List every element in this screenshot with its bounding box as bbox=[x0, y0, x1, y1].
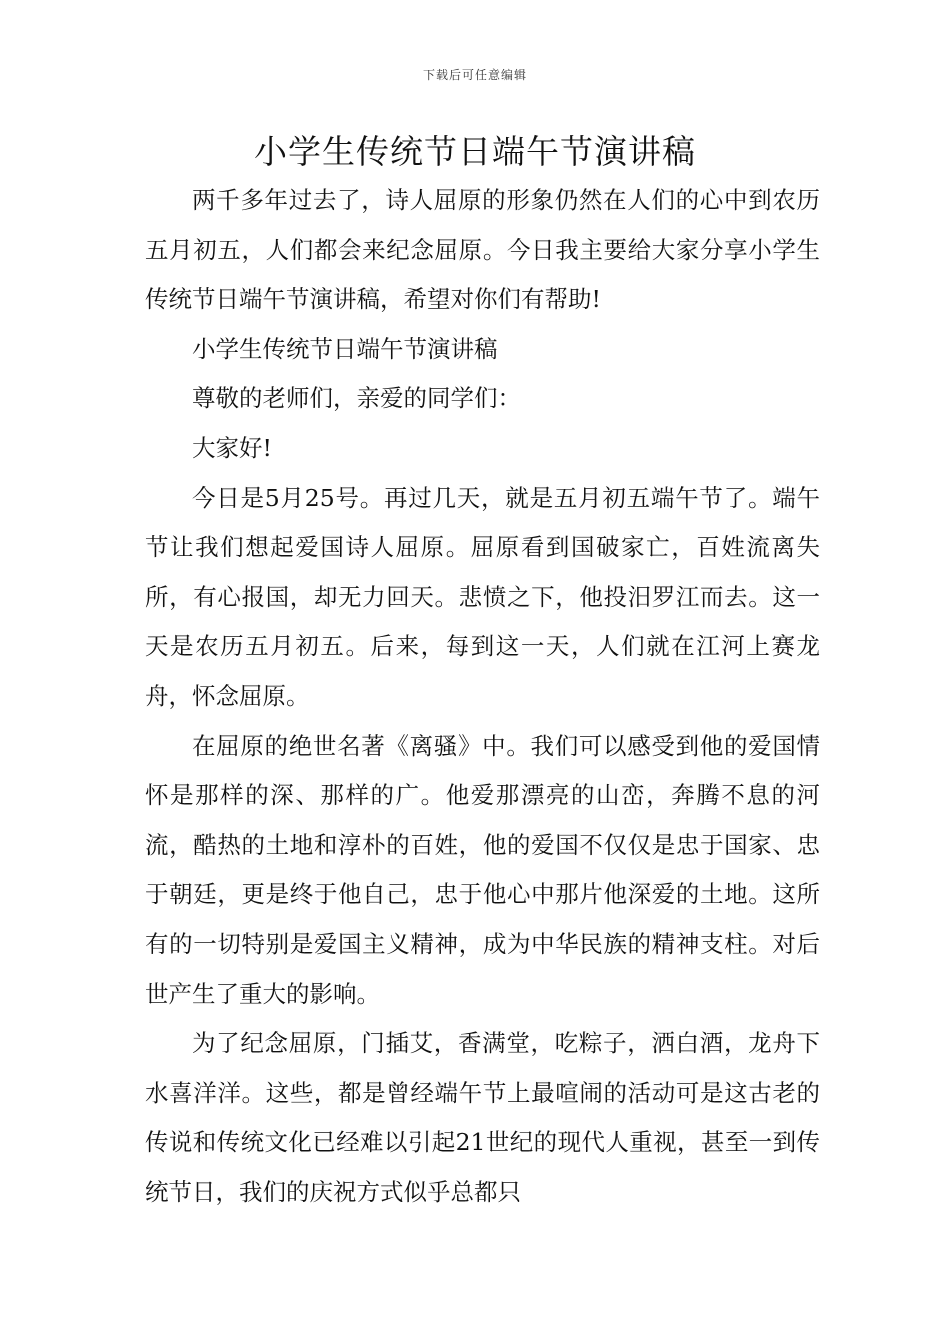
paragraph-greeting: 大家好! bbox=[192, 433, 272, 462]
header-note: 下载后可任意编辑 bbox=[422, 68, 527, 82]
paragraph-intro: 两千多年过去了，诗人屈原的形象仍然在人们的心中到农历五月初五，人们都会来纪念屈原。今日我主要给大家分享小学生传统节日端午节演讲稿，希望对你们有帮助! bbox=[145, 186, 820, 314]
paragraph-body-2: 在屈原的绝世名著《离骚》中。我们可以感受到他的爱国情怀是那样的深、那样的广。他爱那漂亮的山峦，奔腾不息的河流，酷热的土地和淳朴的百姓，他的爱国不仅仅是忠于国家、忠于朝廷，更是终于他自己，忠于他心中那片他深爱的土地。这所有的一切特别是爱国主义精神，成为中华民族的精神支柱。对后世产生了重大的影响。 bbox=[145, 731, 820, 1008]
paragraph-body-3: 为了纪念屈原，门插艾，香满堂，吃粽子，洒白酒，龙舟下水喜洋洋。这些，都是曾经端午节上最喧闹的活动可是这古老的传说和传统文化已经难以引起21世纪的现代人重视，甚至一到传统节日，我们的庆祝方式似乎总都只 bbox=[145, 1029, 820, 1206]
paragraph-body-1: 今日是5月25号。再过几天，就是五月初五端午节了。端午节让我们想起爱国诗人屈原。屈原看到国破家亡，百姓流离失所，有心报国，却无力回天。悲愤之下，他投汨罗江而去。这一天是农历五月初五。后来，每到这一天，人们就在江河上赛龙舟，怀念屈原。 bbox=[145, 483, 820, 710]
document-body bbox=[145, 176, 820, 1217]
document-title: 小学生传统节日端午节演讲稿 bbox=[254, 132, 696, 171]
paragraph-salutation: 尊敬的老师们，亲爱的同学们： bbox=[192, 384, 521, 413]
paragraph-speech-title: 小学生传统节日端午节演讲稿 bbox=[192, 334, 498, 363]
